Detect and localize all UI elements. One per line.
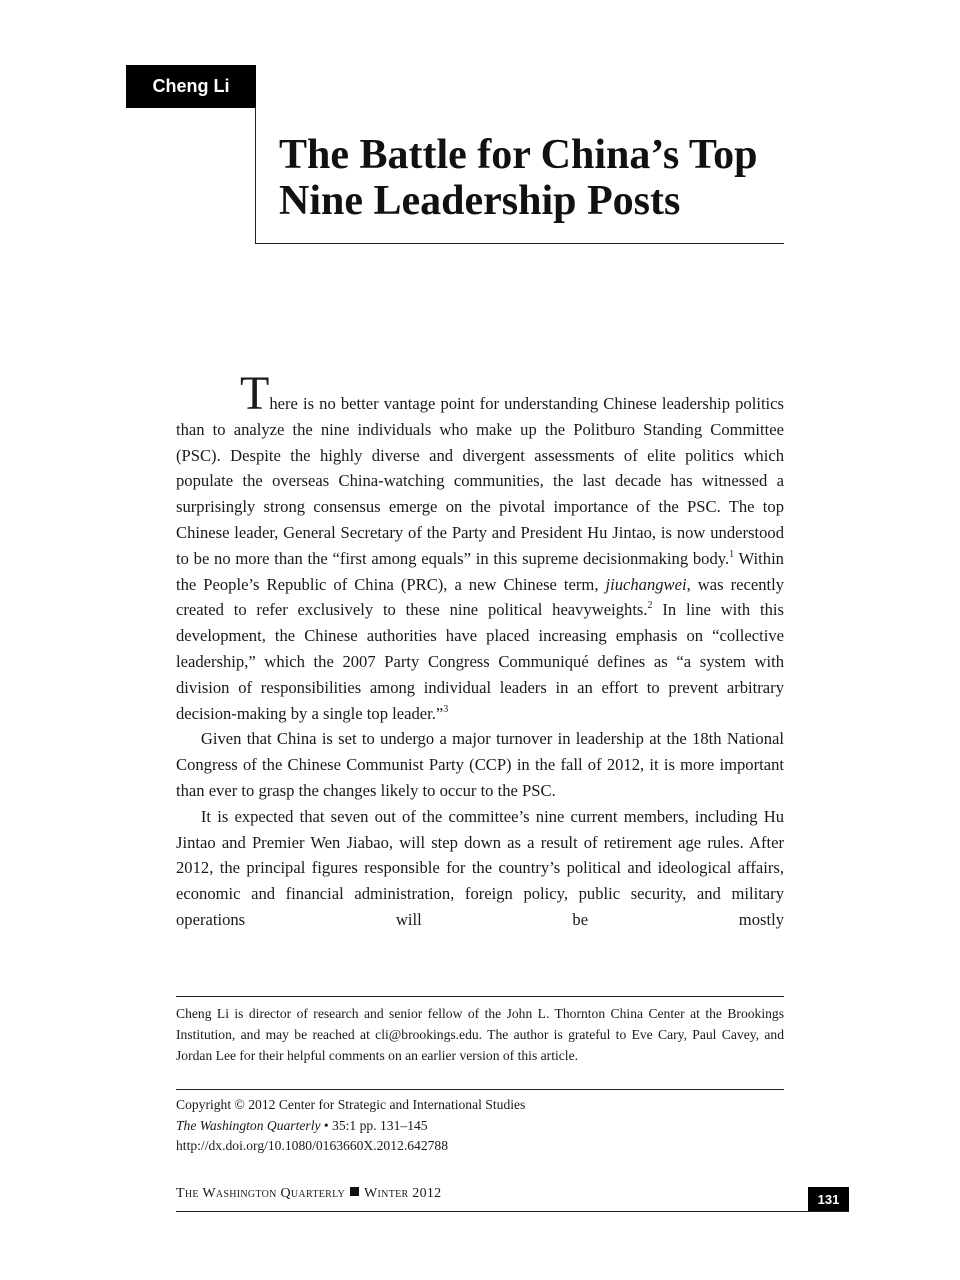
- author-note: Cheng Li is director of research and senior fellow of the John L. Thornton China Center at the Brookings Institution, and may be reached at cli@brookings.edu. The author is grateful to Eve Cary, Paul Cavey, and Jordan Lee for their helpful comments on an earlier version of this article.: [176, 1006, 784, 1063]
- copyright-line: Copyright © 2012 Center for Strategic and International Studies: [176, 1097, 526, 1112]
- paragraph-1-text-c: , was recently created to refer exclusively to these nine political heavyweights.: [176, 574, 785, 620]
- journal-name: The Washington Quarterly: [176, 1117, 321, 1133]
- paragraph-1: [176, 367, 785, 726]
- paragraph-1-text-a: here is no better vantage point for understanding Chinese leadership politics than to analyze the nine individuals who make up the Politburo Standing Committee (PSC). Despite the highly diverse and divergent assessments of elite politics which populate the overseas China-watching communities, the last decade has witnessed a surprisingly strong consensus emerge on the pivotal importance of the PSC. The top Chinese leader, General Secretary of the Party and President Hu Jintao, is now understood to be no more than the “first among equals” in this supreme decisionmaking body.: [176, 394, 784, 568]
- drop-cap: T: [240, 367, 270, 420]
- citation-line: [176, 1116, 784, 1137]
- footer-journal: The Washington Quarterly: [176, 1186, 346, 1201]
- paragraph-2: Given that China is set to undergo a major turnover in leadership at the 18th National Congress of the Chinese Communist Party (CCP) in the fall of 2012, it is more important than ever to grasp the changes likely to occur to the PSC.: [176, 729, 784, 800]
- square-bullet-icon: [350, 1187, 359, 1196]
- page-number: 131: [808, 1187, 849, 1211]
- paragraph-1-text-b: Within the People’s Republic of China (PRC), a new Chinese term,: [176, 548, 784, 594]
- article-title: The Battle for China’s Top Nine Leadership Posts: [279, 132, 758, 224]
- copyright-block: [176, 1095, 784, 1157]
- citation-details: • 35:1 pp. 131–145: [320, 1117, 428, 1133]
- footnote-ref-1[interactable]: 1: [729, 548, 735, 560]
- footnote-ref-3[interactable]: 3: [443, 703, 449, 715]
- doi-link[interactable]: http://dx.doi.org/10.1080/0163660X.2012.642788: [176, 1138, 449, 1153]
- copyright-rule: [176, 1089, 784, 1090]
- chinese-term: jiuchangwei: [605, 574, 687, 594]
- paragraph-1-text-d: In line with this development, the Chinese authorities have placed increasing emphasis on “collective leadership,” which the 2007 Party Congress Communiqué defines as “a system with division of responsibilities among individual leaders in an effort to prevent arbitrary decision-making by a single top leader.”: [176, 600, 784, 723]
- footer-rule: [176, 1211, 849, 1212]
- author-tab: Cheng Li: [126, 65, 256, 108]
- running-footer: [176, 1186, 441, 1202]
- footer-issue: Winter 2012: [364, 1186, 442, 1201]
- footnote-rule: [176, 996, 784, 997]
- paragraph-3: It is expected that seven out of the committee’s nine current members, including Hu Jintao and Premier Wen Jiabao, will step down as a result of retirement age rules. After 2012, the principal figures responsible for the country’s political and ideological affairs, economic and financial administration, foreign policy, public security, and military operations will be mostly: [176, 806, 784, 929]
- footnote-ref-2[interactable]: 2: [647, 600, 653, 612]
- article-body: [176, 367, 785, 933]
